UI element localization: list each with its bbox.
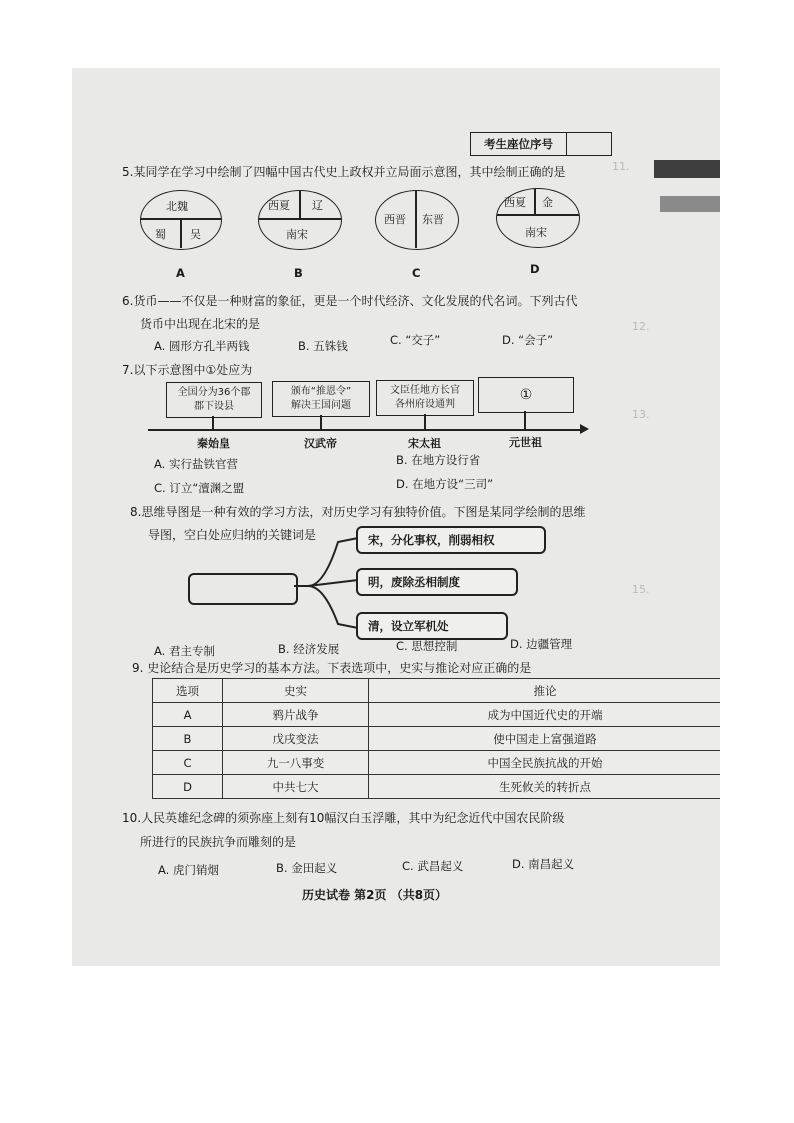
q8-blank-box bbox=[188, 573, 298, 605]
q8-song-box: 宋，分化事权，削弱相权 bbox=[356, 526, 546, 554]
table-row bbox=[153, 727, 721, 751]
q5-c-right: 东晋 bbox=[422, 213, 444, 226]
q5-a-top: 北魏 bbox=[166, 200, 188, 213]
q5-letter-c: C bbox=[412, 266, 421, 280]
table-cell: 鸦片战争 bbox=[223, 703, 369, 727]
q7-emperor-yuan: 元世祖 bbox=[509, 436, 542, 449]
q6-stem-line1: 6.货币——不仅是一种财富的象征，更是一个时代经济、文化发展的代名词。下列古代 bbox=[122, 294, 578, 308]
q9-stem: 9. 史论结合是历史学习的基本方法。下表选项中，史实与推论对应正确的是 bbox=[132, 661, 532, 675]
q8-option-d[interactable]: D. 边疆管理 bbox=[510, 637, 573, 651]
table-cell: C bbox=[153, 751, 223, 775]
q8-branch-lines bbox=[294, 534, 360, 634]
table-cell: 中共七大 bbox=[223, 775, 369, 799]
q7-emperor-qin: 秦始皇 bbox=[197, 437, 230, 450]
q10-stem-line1: 10.人民英雄纪念碑的须弥座上刻有10幅汉白玉浮雕，其中为纪念近代中国农民阶级 bbox=[122, 811, 565, 825]
q7-option-b[interactable]: B. 在地方设行省 bbox=[396, 453, 481, 467]
q5-d-tl: 西夏 bbox=[504, 196, 526, 209]
table-cell: 使中国走上富强道路 bbox=[369, 727, 721, 751]
q5-b-bottom: 南宋 bbox=[286, 228, 308, 241]
q5-b-tl: 西夏 bbox=[268, 199, 290, 212]
exam-page bbox=[72, 68, 720, 966]
q6-option-b[interactable]: B. 五铢钱 bbox=[298, 339, 348, 353]
table-row bbox=[153, 703, 721, 727]
q5-letter-a: A bbox=[176, 266, 185, 280]
table-cell: A bbox=[153, 703, 223, 727]
table-cell: 生死攸关的转折点 bbox=[369, 775, 721, 799]
q7-box-qin: 全国分为36个郡 郡下设县 bbox=[166, 382, 262, 418]
q5-stem: 5.某同学在学习中绘制了四幅中国古代史上政权并立局面示意图，其中绘制正确的是 bbox=[122, 165, 566, 179]
q5-letter-d: D bbox=[530, 262, 540, 276]
q7-box-blank: ① bbox=[478, 377, 574, 413]
q10-option-d[interactable]: D. 南昌起义 bbox=[512, 857, 575, 871]
table-row bbox=[153, 751, 721, 775]
q6-option-c[interactable]: C. “交子” bbox=[390, 333, 441, 347]
edge-mark bbox=[660, 196, 720, 212]
q8-ming-box: 明，废除丞相制度 bbox=[356, 568, 518, 596]
q7-emperor-han: 汉武帝 bbox=[304, 437, 337, 450]
table-cell: 九一八事变 bbox=[223, 751, 369, 775]
q8-option-c[interactable]: C. 思想控制 bbox=[396, 639, 458, 653]
table-cell: 成为中国近代史的开端 bbox=[369, 703, 721, 727]
q8-stem-line1: 8.思维导图是一种有效的学习方法，对历史学习有独特价值。下图是某同学绘制的思维 bbox=[130, 505, 586, 519]
page-footer: 历史试卷 第2页 （共8页） bbox=[302, 888, 448, 902]
q6-option-d[interactable]: D. “会子” bbox=[502, 333, 554, 347]
q7-emperor-song: 宋太祖 bbox=[408, 437, 441, 450]
q10-option-b[interactable]: B. 金田起义 bbox=[276, 861, 338, 875]
bleed-through-text: 15. bbox=[632, 583, 650, 596]
q6-option-a[interactable]: A. 圆形方孔半两钱 bbox=[154, 339, 250, 353]
bleed-through-text: 11. bbox=[612, 160, 630, 173]
header-cell: 史实 bbox=[223, 679, 369, 703]
q5-d-tr: 金 bbox=[542, 196, 553, 209]
edge-mark bbox=[654, 160, 720, 178]
table-cell: 中国全民族抗战的开始 bbox=[369, 751, 721, 775]
q7-option-a[interactable]: A. 实行盐铁官营 bbox=[154, 457, 238, 471]
q5-c-left: 西晋 bbox=[384, 213, 406, 226]
seat-number-box bbox=[470, 132, 612, 156]
table-row bbox=[153, 775, 721, 799]
table-cell: D bbox=[153, 775, 223, 799]
bleed-through-text: 13. bbox=[632, 408, 650, 421]
q5-d-bottom: 南宋 bbox=[525, 226, 547, 239]
q7-box-han: 颁布“推恩令” 解决王国问题 bbox=[272, 381, 370, 417]
table-cell: 戊戌变法 bbox=[223, 727, 369, 751]
table-cell: B bbox=[153, 727, 223, 751]
header-cell: 选项 bbox=[153, 679, 223, 703]
bleed-through-text: 12. bbox=[632, 320, 650, 333]
q8-qing-box: 清，设立军机处 bbox=[356, 612, 508, 640]
header-cell: 推论 bbox=[369, 679, 721, 703]
q8-option-a[interactable]: A. 君主专制 bbox=[154, 644, 215, 658]
q10-option-a[interactable]: A. 虎门销烟 bbox=[158, 863, 219, 877]
q7-option-c[interactable]: C. 订立“澶渊之盟 bbox=[154, 481, 245, 495]
q7-stem: 7.以下示意图中①处应为 bbox=[122, 363, 253, 377]
q8-stem-line2: 导图，空白处应归纳的关键词是 bbox=[148, 528, 317, 542]
q7-box-song: 文臣任地方长官 各州府设通判 bbox=[376, 380, 474, 416]
q10-stem-line2: 所进行的民族抗争而雕刻的是 bbox=[140, 835, 297, 849]
q5-b-tr: 辽 bbox=[312, 199, 323, 212]
seat-number-label: 考生座位序号 bbox=[471, 133, 567, 155]
q7-option-d[interactable]: D. 在地方设“三司” bbox=[396, 477, 494, 491]
table-header-row bbox=[153, 679, 721, 703]
q5-a-bl: 蜀 bbox=[155, 228, 166, 241]
q6-stem-line2: 货币中出现在北宋的是 bbox=[140, 317, 261, 331]
q10-option-c[interactable]: C. 武昌起义 bbox=[402, 859, 464, 873]
q5-letter-b: B bbox=[294, 266, 303, 280]
q5-a-br: 吴 bbox=[190, 228, 201, 241]
q9-table bbox=[152, 678, 720, 799]
arrow-right-icon bbox=[580, 424, 589, 434]
q8-option-b[interactable]: B. 经济发展 bbox=[278, 642, 340, 656]
